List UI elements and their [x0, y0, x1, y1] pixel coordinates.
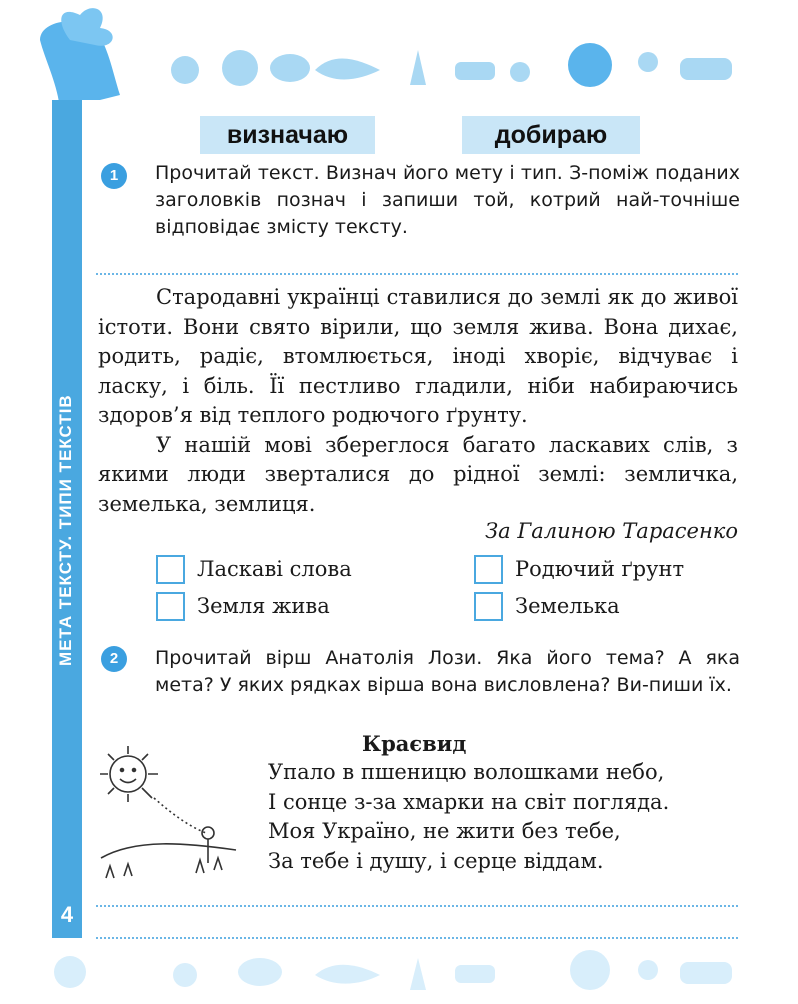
task-2-instruction: Прочитай вірш Анатолія Лози. Яка його тема? А яка мета? У яких рядках вірша вона висловлена? Ви-пиши їх.	[155, 647, 740, 696]
flower-sketch-icon	[202, 827, 214, 839]
leaf-cluster-icon	[222, 50, 258, 86]
leaf-icon	[238, 958, 282, 986]
option-1[interactable]	[156, 553, 352, 585]
poem-line-4: За тебе і душу, і серце віддам.	[268, 848, 604, 873]
poem-line-3: Моя Україно, не жити без тебе,	[268, 819, 621, 843]
leaf-icon	[270, 54, 310, 82]
option-3[interactable]	[156, 590, 330, 622]
sun-icon	[110, 756, 146, 792]
tag-choose: добираю	[462, 116, 640, 154]
small-flower-icon	[638, 52, 658, 72]
task-1-instruction: Прочитай текст. Визнач його мету і тип. З-поміж поданих заголовків познач і запиши той, котрий най-точніше відповідає змісту тексту.	[155, 162, 740, 238]
small-flower-icon	[638, 960, 658, 980]
flower-icon	[570, 950, 610, 990]
bird-branch-icon	[315, 58, 380, 79]
tag-define: визначаю	[200, 116, 375, 154]
option-1-checkbox[interactable]	[156, 555, 185, 584]
bird-branch-icon	[315, 965, 380, 984]
grass-tuft-icon	[680, 58, 732, 80]
task-1-number: 1	[101, 163, 127, 189]
sprout-icon	[410, 50, 426, 85]
option-4-label: Земелька	[515, 594, 620, 618]
curl-icon	[510, 62, 530, 82]
sun-drawing	[96, 738, 256, 898]
answer-line-1	[96, 905, 738, 907]
flower-icon	[54, 956, 86, 988]
task-2-number: 2	[101, 646, 127, 672]
snail-icon	[171, 56, 199, 84]
reading-paragraph-2: У нашій мові збереглося багато ласкавих слів, з якими люди зверталися до рідної землі: земличка, земелька, землиця.	[98, 432, 738, 516]
grass-icon	[455, 965, 495, 983]
poem-line-2: І сонце з-за хмарки на світ погляда.	[268, 789, 670, 814]
poem-title: Краєвид	[362, 731, 467, 756]
answer-line-2	[96, 937, 738, 939]
poem-line-1: Упало в пшеницю волошками небо,	[268, 760, 665, 784]
option-2[interactable]	[474, 553, 684, 585]
option-4-checkbox[interactable]	[474, 592, 503, 621]
reading-paragraph-1: Стародавні українці ставилися до землі як до живої істоти. Вони свято вірили, що земля жива. Вона дихає, родить, радіє, втомлюється, іноді хворіє, відчуває і ласку, і біль. Її пестливо гладили, ніби набираючись здоров’я від теплого родючого ґрунту.	[98, 285, 738, 427]
option-3-checkbox[interactable]	[156, 592, 185, 621]
bottom-decor-svg	[0, 940, 798, 1000]
grass-tuft-icon	[680, 962, 732, 984]
grass-icon	[455, 62, 495, 80]
section-title: МЕТА ТЕКСТУ. ТИПИ ТЕКСТІВ	[56, 394, 75, 666]
option-2-checkbox[interactable]	[474, 555, 503, 584]
flower-icon	[568, 43, 612, 87]
bottom-decor-strip	[0, 940, 798, 1000]
poem-body	[268, 758, 748, 876]
divider-line	[96, 273, 738, 275]
text-author: За Галиною Тарасенко	[485, 519, 738, 543]
option-1-label: Ласкаві слова	[197, 557, 352, 581]
top-decor-svg	[0, 0, 798, 105]
option-3-label: Земля жива	[197, 594, 330, 618]
option-2-label: Родючий ґрунт	[515, 557, 685, 581]
grass-sketch-icon	[106, 858, 222, 878]
top-decor-strip	[0, 0, 798, 105]
snail-icon	[173, 963, 197, 987]
page-number: 4	[60, 902, 74, 927]
reading-text	[98, 283, 738, 519]
option-4[interactable]	[474, 590, 620, 622]
sprout-icon	[410, 958, 426, 990]
